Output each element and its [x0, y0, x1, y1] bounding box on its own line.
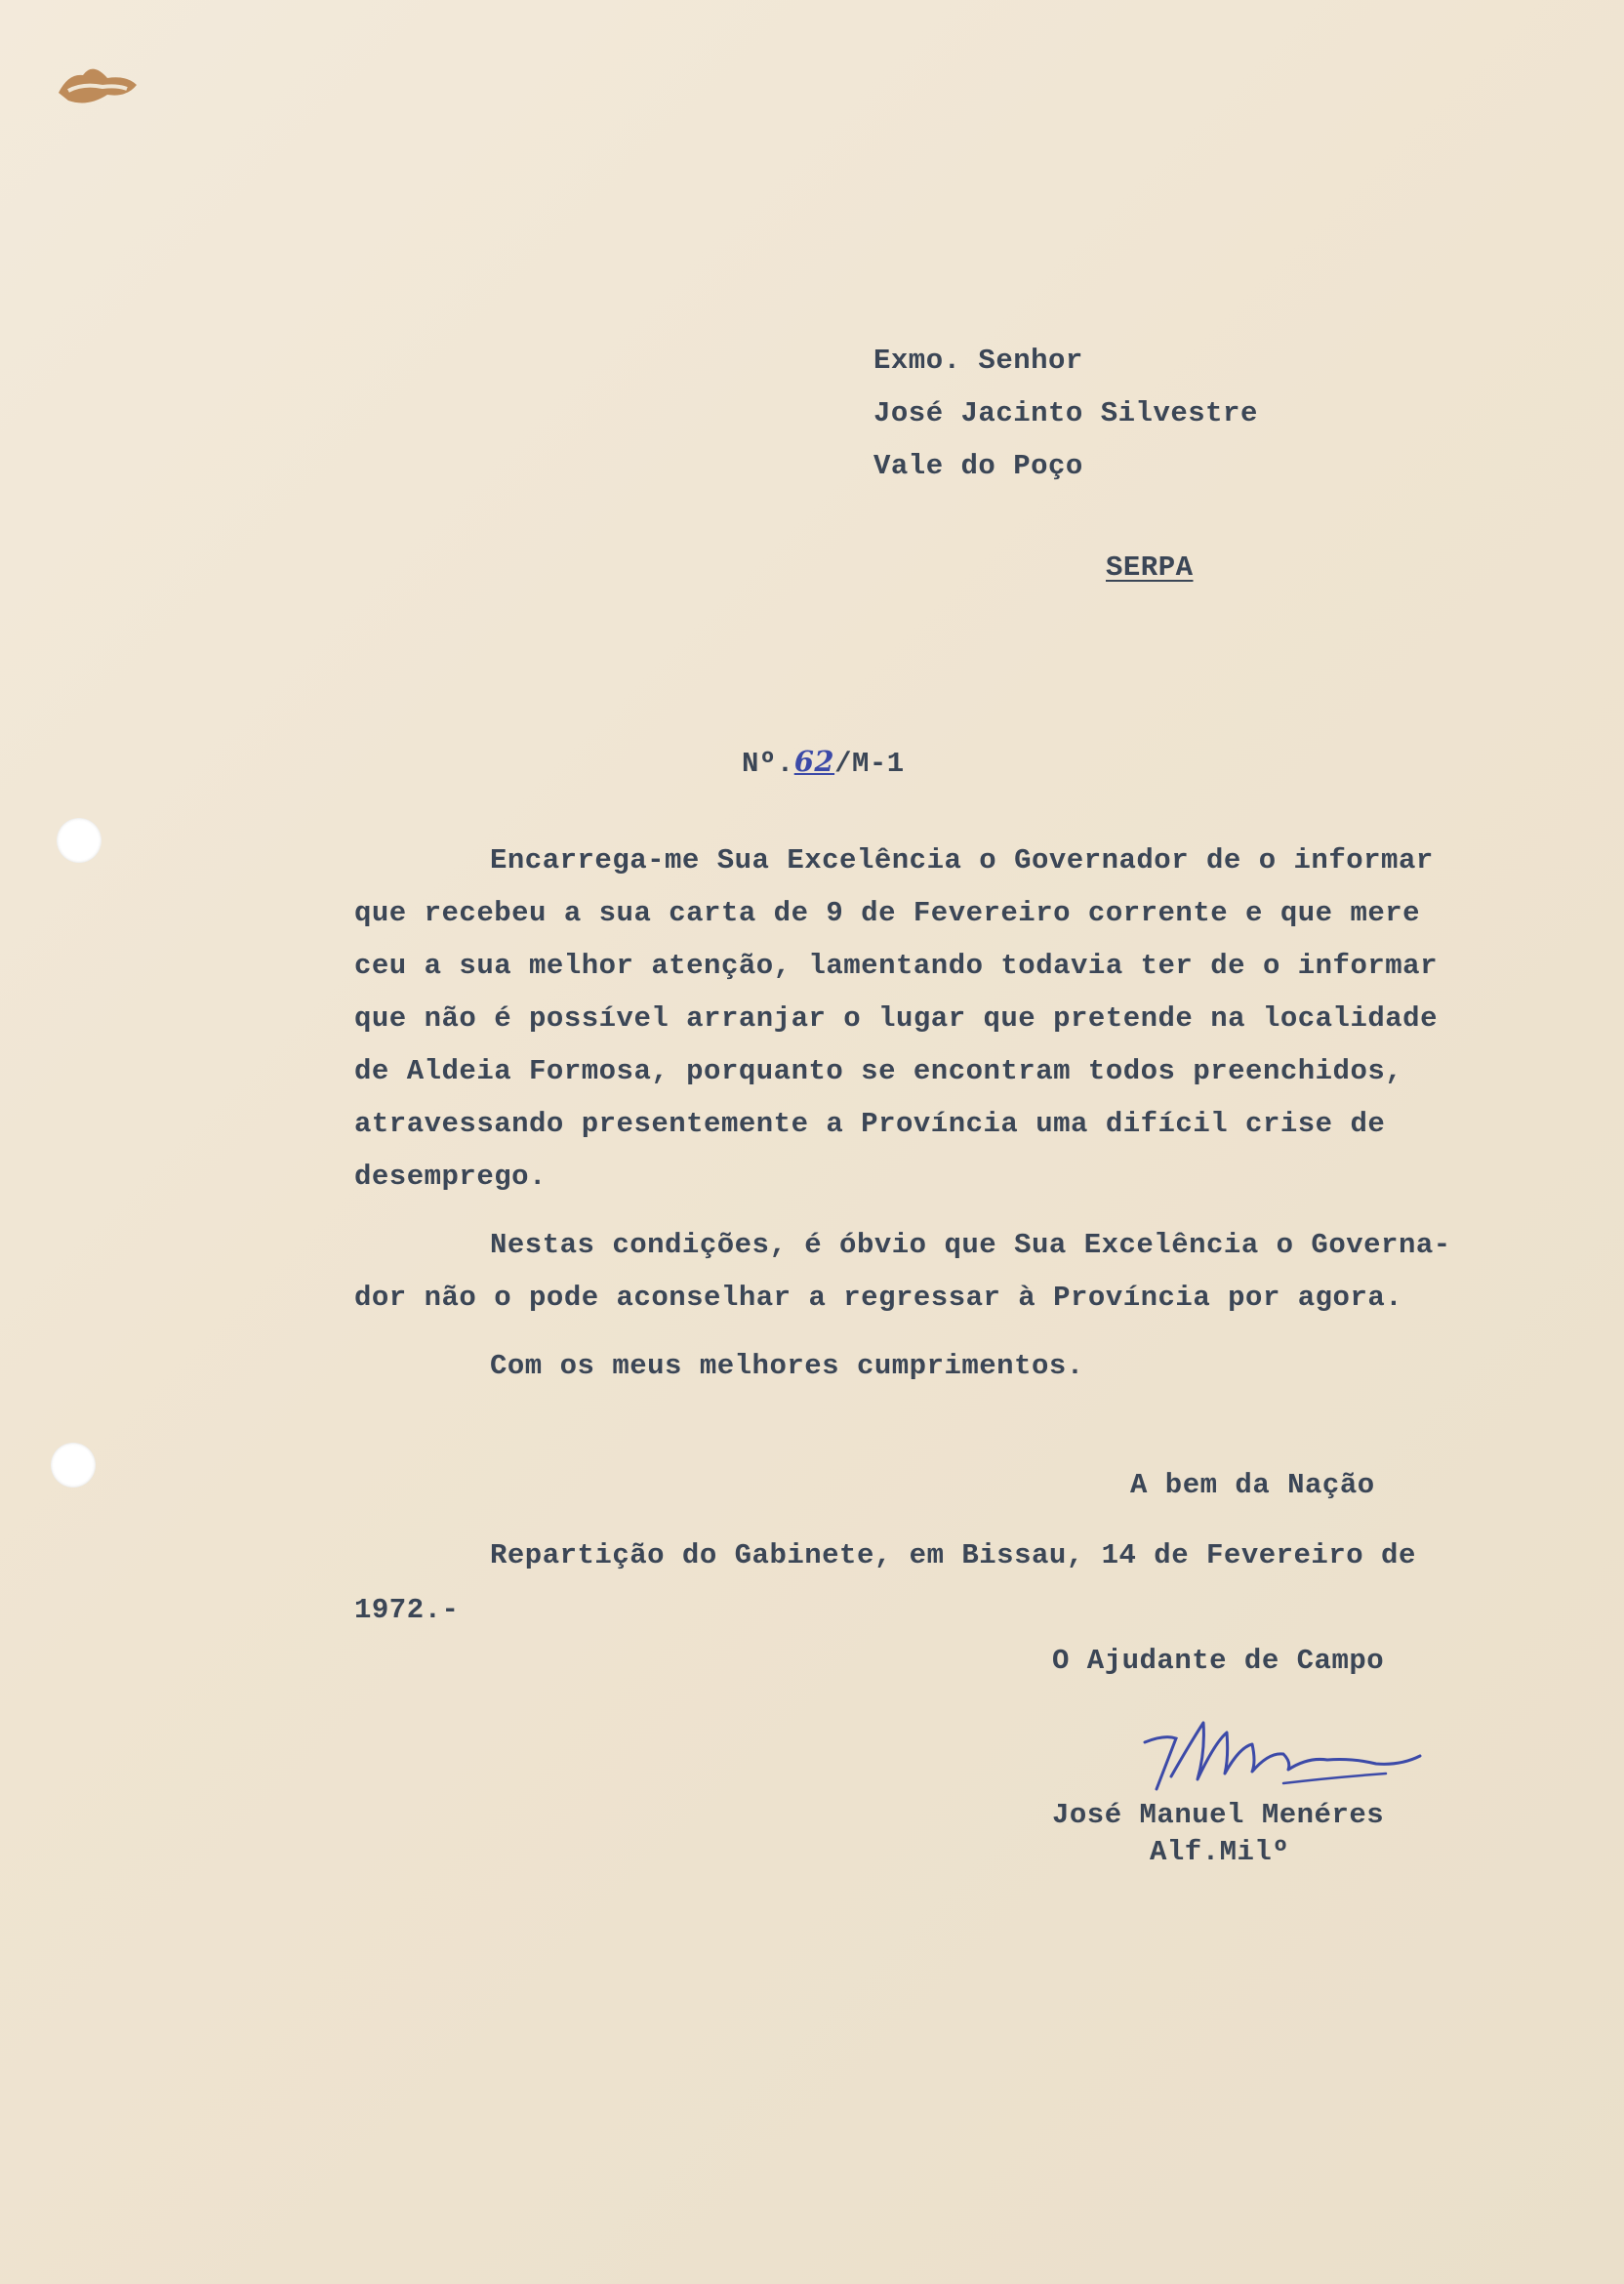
body-p1-line-4: que não é possível arranjar o lugar que pretende na localidade — [354, 1002, 1438, 1035]
closing-place-date-line-1: Repartição do Gabinete, em Bissau, 14 de Fevereiro de — [490, 1539, 1416, 1571]
reference-number — [742, 744, 905, 782]
closing-signatory: José Manuel Menéres — [1052, 1799, 1385, 1831]
reference-handwritten-number: 62 — [793, 745, 835, 778]
punch-hole-top — [57, 818, 102, 863]
address-name: José Jacinto Silvestre — [873, 397, 1258, 429]
body-p1-line-3: ceu a sua melhor atenção, lamentando todavia ter de o informar — [354, 950, 1438, 982]
address-place: Vale do Poço — [873, 450, 1083, 482]
body-p1-line-6: atravessando presentemente a Província uma difícil crise de — [354, 1108, 1386, 1140]
body-p3: Com os meus melhores cumprimentos. — [490, 1350, 1084, 1382]
body-p1-line-2: que recebeu a sua carta de 9 de Fevereiro corrente e que mere — [354, 897, 1421, 929]
reference-prefix: Nº. — [742, 748, 794, 780]
body-p1-line-5: de Aldeia Formosa, porquanto se encontram todos preenchidos, — [354, 1055, 1403, 1087]
address-city: SERPA — [1106, 551, 1194, 584]
closing-place-date-line-2: 1972.- — [354, 1594, 460, 1626]
body-p2-line-2: dor não o pode aconselhar a regressar à Província por agora. — [354, 1282, 1403, 1314]
closing-rank: Alf.Milº — [1150, 1836, 1290, 1868]
body-p1-line-7: desemprego. — [354, 1161, 547, 1193]
handwritten-signature — [1137, 1703, 1430, 1811]
rust-stain-mark — [49, 54, 146, 112]
body-p1-line-1: Encarrega-me Sua Excelência o Governador de o informar — [490, 844, 1434, 877]
body-p2-line-1: Nestas condições, é óbvio que Sua Excelência o Governa- — [490, 1229, 1451, 1261]
address-salutation: Exmo. Senhor — [873, 345, 1083, 377]
closing-motto: A bem da Nação — [1130, 1469, 1375, 1501]
closing-role: O Ajudante de Campo — [1052, 1645, 1385, 1677]
punch-hole-bottom — [51, 1443, 96, 1488]
reference-suffix: /M-1 — [834, 748, 905, 780]
